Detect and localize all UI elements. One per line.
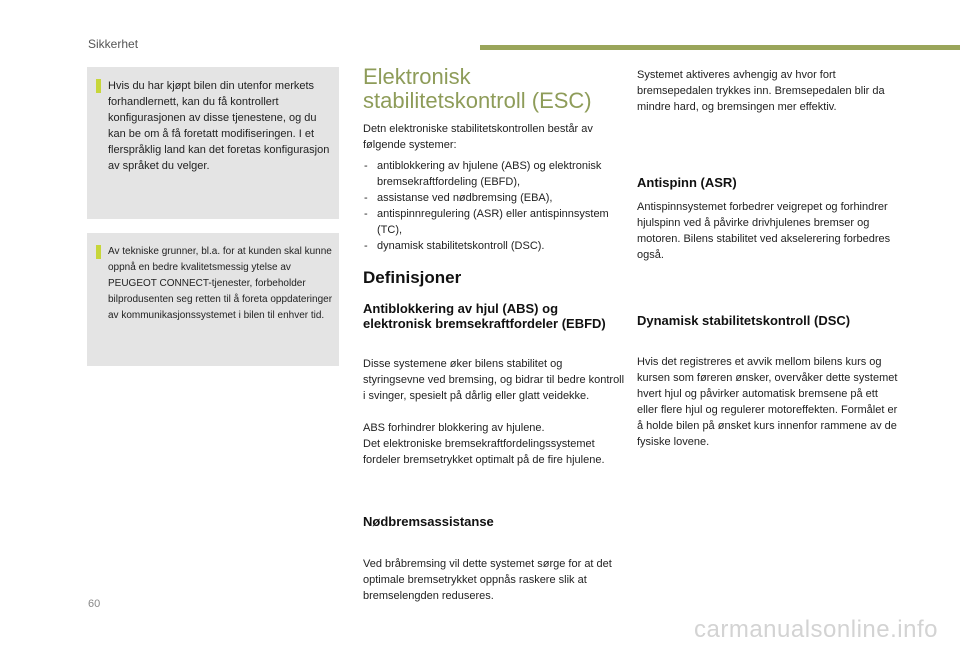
abs-text-3: Det elektroniske bremsekraftfordelingssystemet fordeler bremsetrykket optimalt på de fire hjulene.: [363, 438, 605, 466]
dsc-text: Hvis det registreres et avvik mellom bilens kurs og kursen som føreren ønsker, overvåker dette systemet hvert hjul og påvirker automatisk bremsene på ett eller flere hjul og regulerer motoreffekten. Formålet er å holde bilen på ønsket kurs innenfor rammene av de fysiske lovene.: [637, 356, 898, 448]
page-title: Elektronisk stabilitetskontroll (ESC): [363, 64, 592, 113]
section-label: Sikkerhet: [88, 37, 139, 51]
abs-heading: Antiblokkering av hjul (ABS) og elektronisk bremsekraftfordeler (EBFD): [363, 301, 606, 331]
page-number: 60: [88, 598, 101, 610]
info-box-updates: [87, 233, 339, 366]
intro-text: Detn elektroniske stabilitetskontrollen består av følgende systemer:: [363, 123, 593, 151]
abs-text-2: ABS forhindrer blokkering av hjulene.: [363, 422, 545, 434]
watermark: carmanualsonline.info: [694, 616, 938, 643]
info-box-dealer: [87, 67, 339, 219]
eba-heading: Nødbremsassistanse: [363, 514, 494, 529]
eba-text: Ved bråbremsing vil dette systemet sørge for at det optimale bremsetrykket oppnås raskere slik at bremselengden reduseres.: [363, 558, 612, 602]
list-item: - assistanse ved nødbremsing (EBA),: [363, 190, 623, 206]
asr-text: Antispinnsystemet forbedrer veigrepet og forhindrer hjulspinn ved å påvirke drivhjulenes bremser og motoren. Bilens stabilitet ved akselerering forbedres også.: [637, 201, 891, 261]
list-item: - dynamisk stabilitetskontroll (DSC).: [363, 238, 623, 254]
abs-text: Disse systemene øker bilens stabilitet og styringsevne ved bremsing, og bidrar til bedre kontroll i svinger, spesielt på dårlig eller glatt veidekke.: [363, 358, 625, 402]
systems-list: [363, 158, 623, 254]
asr-heading: Antispinn (ASR): [637, 175, 737, 190]
dsc-heading: Dynamisk stabilitetskontroll (DSC): [637, 313, 851, 328]
definitions-heading: Definisjoner: [363, 268, 462, 287]
list-item: - antiblokkering av hjulene (ABS) og elektronisk bremsekraftfordeling (EBFD),: [363, 158, 623, 190]
info-icon: [96, 79, 101, 93]
header-accent-bar: [480, 45, 960, 50]
info-box-text: Hvis du har kjøpt bilen din utenfor merkets forhandlernett, kan du få kontrollert konfigurasjonen av disse tjenestene, og du kan be om å få foretatt modifiseringen. I et flerspråklig land kan det foretas konfigurasjon av språket du velger.: [108, 80, 330, 172]
info-icon: [96, 245, 101, 259]
info-box-text: Av tekniske grunner, bl.a. for at kunden skal kunne oppnå en bedre kvalitetsmessig ytelse av PEUGEOT CONNECT-tjenester, forbeholder bilprodusenten seg retten til å foreta oppdateringer av kommunikasjonssystemet i bilen til enhver tid.: [108, 246, 333, 321]
list-item: - antispinnregulering (ASR) eller antispinnsystem (TC),: [363, 206, 623, 238]
eba-continued-text: Systemet aktiveres avhengig av hvor fort bremsepedalen trykkes inn. Bremsepedalen blir da mindre hard, og bremsingen mer effektiv.: [637, 69, 885, 113]
